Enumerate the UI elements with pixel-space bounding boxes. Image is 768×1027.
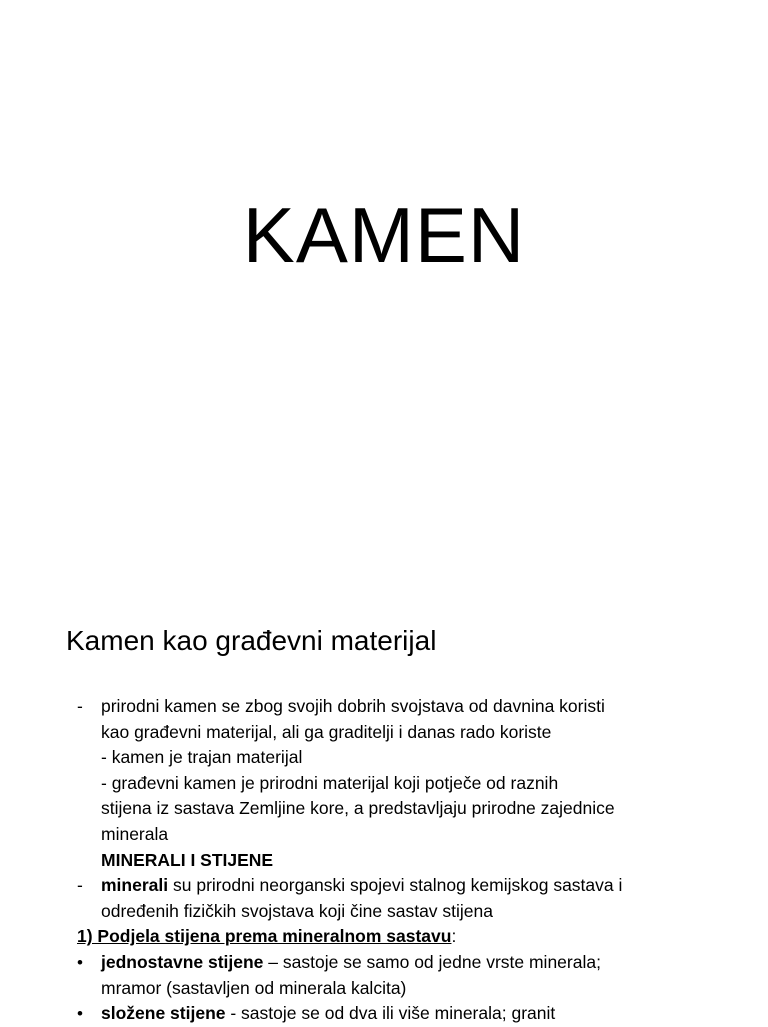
classification-heading-text: 1) Podjela stijena prema mineralnom sastavu xyxy=(77,926,452,947)
text-line: - građevni kamen je prirodni materijal koji potječe od raznih xyxy=(101,772,559,793)
text-line: minerala xyxy=(101,824,169,844)
text-line xyxy=(101,873,622,899)
subheading-minerali-stijene xyxy=(101,848,273,874)
dash-marker: - xyxy=(77,696,83,716)
term-slozene-stijene: složene stijene xyxy=(101,1003,226,1024)
term-jednostavne-stijene: jednostavne stijene xyxy=(101,952,264,972)
text-line: prirodni kamen se zbog svojih dobrih svojstava od davnina koristi xyxy=(101,696,605,716)
text-line: kao građevni materijal, ali ga graditelji i danas rado koriste xyxy=(101,721,552,742)
text-line: mramor (sastavljen od minerala kalcita) xyxy=(101,977,407,998)
classification-heading xyxy=(77,924,456,950)
text-line: stijena iz sastava Zemljine kore, a predstavljaju prirodne zajednice xyxy=(101,798,615,819)
definition-text: - sastoje se od dva ili više minerala; granit xyxy=(225,1003,556,1024)
text-line xyxy=(101,1001,555,1027)
bullet-marker: • xyxy=(77,953,83,972)
colon: : xyxy=(451,926,457,947)
text-line xyxy=(101,950,601,976)
definition-text: – sastoje se samo od jedne vrste minerala; xyxy=(263,952,601,972)
slide-title: KAMEN xyxy=(242,191,526,279)
subheading-text: MINERALI I STIJENE xyxy=(101,849,274,870)
term-minerali: minerali xyxy=(101,875,169,896)
text-line: određenih fizičkih svojstava koji čine sastav stijena xyxy=(101,900,493,921)
bullet-marker: • xyxy=(77,1004,83,1024)
text-line: - kamen je trajan materijal xyxy=(101,747,303,768)
definition-text: su prirodni neorganski spojevi stalnog kemijskog sastava i xyxy=(168,875,623,896)
section-heading: Kamen kao građevni materijal xyxy=(66,625,437,656)
dash-marker: - xyxy=(77,875,83,896)
